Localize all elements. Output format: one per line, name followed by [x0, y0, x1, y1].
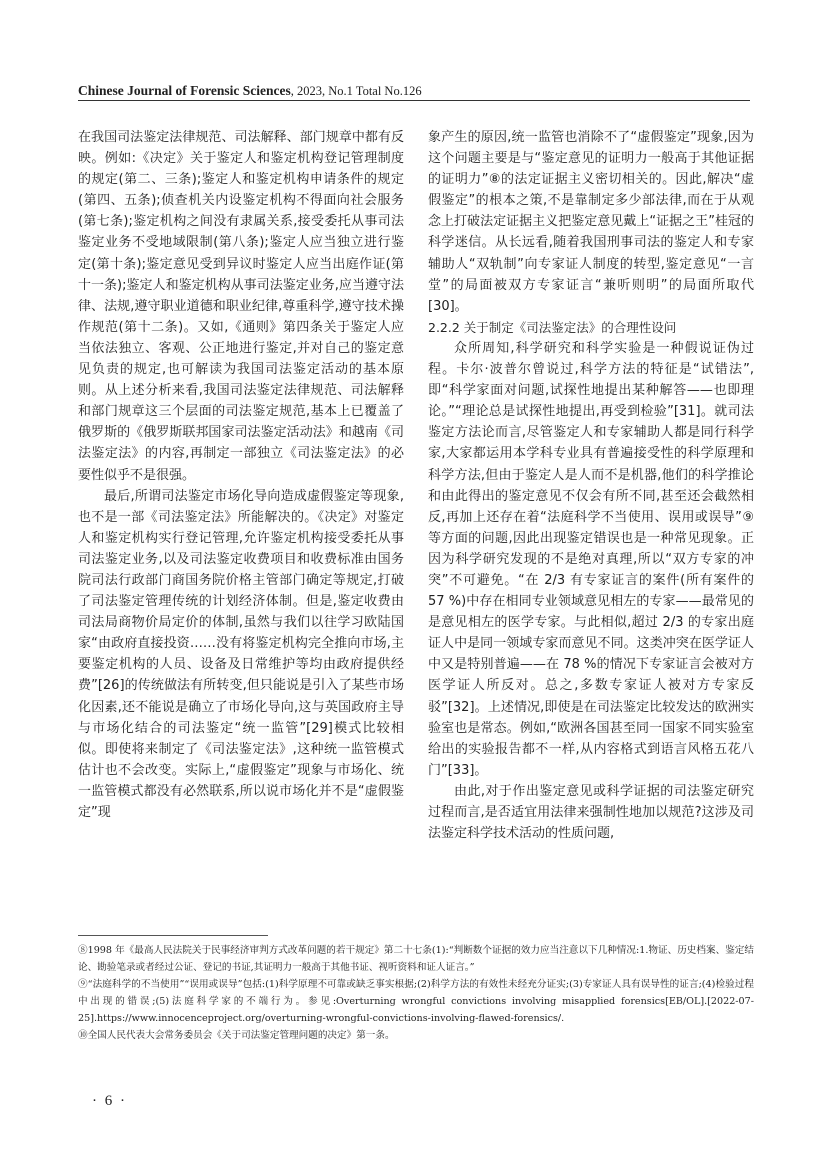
issue-info: , 2023, No.1 Total No.126 — [290, 84, 422, 98]
section-subheading: 2.2.2 关于制定《司法鉴定法》的合理性设问 — [428, 319, 677, 335]
right-paragraph-1: 象产生的原因,统一监管也消除不了“虚假鉴定”现象,因为这个问题主要是与“鉴定意见的证明力一般高于其他证据的证明力”⑧的法定证据主义密切相关的。因此,解决“虚假鉴定”的根本之策,不是靠制定多少部法律,而在于从观念上打破法定证据主义把鉴定意见戴上“证据之王”桂冠的科学迷信。从长远看,随着我国刑事司法的鉴定人和专家辅助人“双轨制”向专家证人制度的转型,鉴定意见“一言堂”的局面被双方专家证言“兼听则明”的局面所取代[30]。 — [428, 130, 754, 314]
running-header — [78, 83, 422, 99]
footnote-rule — [78, 935, 268, 936]
right-paragraph-2: 众所周知,科学研究和科学实验是一种假说证伪过程。卡尔·波普尔曾说过,科学方法的特征是“试错法”,即“科学家面对问题,试探性地提出某种解答——也即理论。”“理论总是试探性地提出,再受到检验”[31]。就司法鉴定方法论而言,尽管鉴定人和专家辅助人都是同行科学家,大家都运用本学科专业具有普遍接受性的科学原理和科学方法,但由于鉴定人是人而不是机器,他们的科学推论和由此得出的鉴定意见不仅会有所不同,甚至还会截然相反,再加上还存在着“法庭科学不当使用、误用或误导”⑨等方面的问题,因此出现鉴定错误也是一种常见现象。正因为科学研究发现的不是绝对真理,所以“双方专家的冲突”不可避免。“在 2/3 有专家证言的案件(所有案件的 57 %)中存在相同专业领域意见相左的专家——最常见的是意见相左的医学专家。与此相似,超过 2/3 的专家出庭证人中是同一领域专家而意见不同。这类冲突在医学证人中又是特别普遍——在 78 %的情况下专家证言会被对方医学证人所反对。总之,多数专家证人被对方专家反驳”[32]。上述情况,即使是在司法鉴定比较发达的欧洲实验室也是常态。例如,“欧洲各国甚至同一国家不同实验室给出的实验报告都不一样,从内容格式到语言风格五花八门”[33]。 — [428, 340, 754, 778]
page-number: · 6 · — [92, 1093, 127, 1109]
footnote-10: ⑩全国人民代表大会常务委员会《关于司法鉴定管理问题的决定》第一条。 — [78, 1030, 395, 1041]
footnotes — [78, 942, 754, 1044]
left-paragraph-2: 最后,所谓司法鉴定市场化导向造成虚假鉴定等现象,也不是一部《司法鉴定法》所能解决的。《决定》对鉴定人和鉴定机构实行登记管理,允许鉴定机构接受委托从事司法鉴定业务,以及司法鉴定收费项目和收费标准由国务院司法行政部门商国务院价格主管部门确定等规定,打破了司法鉴定管理传统的计划经济体制。但是,鉴定收费由司法局商物价局定价的体制,虽然与我们以往学习欧陆国家“由政府直接投资……没有将鉴定机构完全推向市场,主要鉴定机构的人员、设备及日常维护等均由政府提供经费”[26]的传统做法有所转变,但只能说是引入了某些市场化因素,还不能说是确立了市场化导向,这与英国政府主导与市场化结合的司法鉴定“统一监管”[29]模式比较相似。即使将来制定了《司法鉴定法》,这种统一监管模式估计也不会改变。实际上,“虚假鉴定”现象与市场化、统一监管模式都没有必然联系,所以说市场化并不是“虚假鉴定”现 — [78, 488, 404, 820]
journal-name: Chinese Journal of Forensic Sciences — [78, 83, 291, 98]
right-paragraph-3: 由此,对于作出鉴定意见或科学证据的司法鉴定研究过程而言,是否适宜用法律来强制性地加以规范?这涉及司法鉴定科学技术活动的性质问题, — [428, 783, 754, 842]
left-paragraph-1: 在我国司法鉴定法律规范、司法解释、部门规章中都有反映。例如:《决定》关于鉴定人和鉴定机构登记管理制度的规定(第二、三条);鉴定人和鉴定机构申请条件的规定(第四、五条);侦查机关内设鉴定机构不得面向社会服务(第七条);鉴定机构之间没有隶属关系,接受委托从事司法鉴定业务不受地域限制(第八条);鉴定人应当独立进行鉴定(第十条);鉴定意见受到异议时鉴定人应当出庭作证(第十一条);鉴定人和鉴定机构从事司法鉴定业务,应当遵守法律、法规,遵守职业道德和职业纪律,尊重科学,遵守技术操作规范(第十二条)。又如,《通则》第四条关于鉴定人应当依法独立、客观、公正地进行鉴定,并对自己的鉴定意见负责的规定,也可解读为我国司法鉴定活动的基本原则。从上述分析来看,我国司法鉴定法律规范、司法解释和部门规章这三个层面的司法鉴定规范,基本上已覆盖了俄罗斯的《俄罗斯联邦国家司法鉴定活动法》和越南《司法鉴定法》的内容,再制定一部独立《司法鉴定法》的必要性似乎不是很强。 — [78, 130, 404, 483]
left-column — [78, 127, 404, 823]
footnote-8: ⑧1998 年《最高人民法院关于民事经济审判方式改革问题的若干规定》第二十七条(1):“判断数个证据的效力应当注意以下几种情况:1.物证、历史档案、鉴定结论、勘验笔录或者经过公证、登记的书证,其证明力一般高于其他书证、视听资料和证人证言。” — [78, 945, 754, 973]
footnote-9: ⑨“法庭科学的不当使用”“误用或误导”包括:(1)科学原理不可靠或缺乏事实根据;(2)科学方法的有效性未经充分证实;(3)专家证人具有误导性的证言;(4)检验过程中出现的错误;(5)法庭科学家的不端行为。参见:Overturning wrongful convictions involving misapplied forensics[EB/OL].[2022-07-25].https://www.innocenceproject.org/overturning-wrongful-convictions-involving-flawed-forensics/. — [78, 979, 754, 1024]
header-rule — [78, 100, 750, 101]
right-column — [428, 127, 754, 844]
